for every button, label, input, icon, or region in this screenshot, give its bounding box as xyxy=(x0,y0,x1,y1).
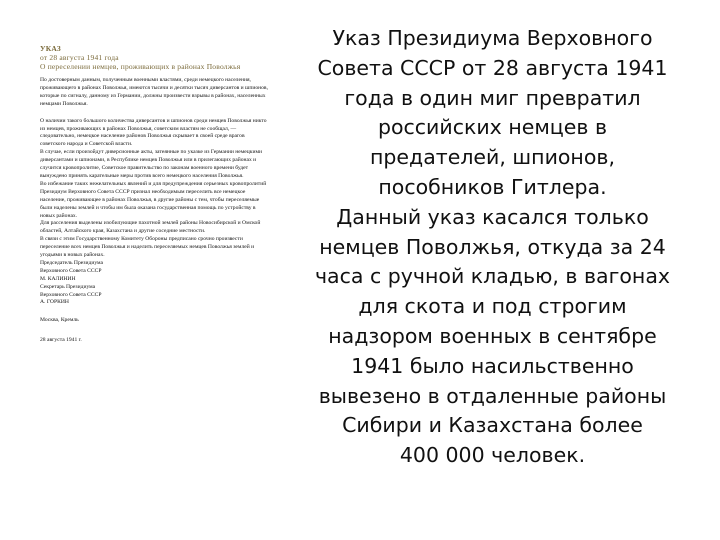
decree-paragraph: Во избежание таких нежелательных явлений и для предупреждения серьезных кровопролитий Президиум Верховного Совета СССР признал необходимым переселить все немецкое население, проживающее в районах Поволжья, в другие районы с тем, чтобы переселяемые были наделены землей и чтобы им была оказана государственная помощь по устройству в новых районах. xyxy=(40,180,267,219)
decree-title: УКАЗ xyxy=(40,44,61,53)
decree-place: Москва, Кремль xyxy=(40,317,79,324)
decree-date: 28 августа 1941 г. xyxy=(40,337,82,344)
text-line: 400 000 человек. xyxy=(399,443,586,468)
decree-paragraph: О наличии такого большого количества диверсантов и шпионов среди немцев Поволжья никто из немцев, проживающих в районах Поволжья, советским властям не сообщал, — следовательно, немецкое население районов Поволжья скрывает в своей среде врагов советского народа и Советской власти. xyxy=(40,117,267,148)
signature-line: Председатель Президиума xyxy=(40,259,104,266)
decree-header xyxy=(40,44,270,71)
slide-main-text xyxy=(290,24,695,471)
text-line: для скота и под строгим xyxy=(358,294,627,319)
decree-document xyxy=(40,44,270,345)
text-line: Совета СССР от 28 августа 1941 xyxy=(317,55,668,80)
signature-name: А. ГОРКИН xyxy=(40,299,69,306)
text-line: часа с ручной кладью, в вагонах xyxy=(314,264,671,289)
decree-subject: О переселении немцев, проживающих в районах Поволжья xyxy=(40,62,241,71)
decree-paragraph: По достоверным данным, полученным военными властями, среди немецкого населения, проживающего в районах Поволжья, имеются тысячи и десятки тысяч диверсантов и шпионов, которые по сигналу, данному из Германии, должны произвести взрывы в районах, населенных немцами Поволжья. xyxy=(40,77,268,107)
text-line: Данный указ касался только xyxy=(336,204,649,229)
text-line: надзором военных в сентябре xyxy=(328,323,657,348)
text-line: Сибири и Казахстана более xyxy=(342,413,643,438)
text-line: пособников Гитлера. xyxy=(378,174,607,199)
decree-paragraph: В случае, если произойдут диверсионные акты, затеянные по указке из Германии немецкими диверсантами и шпионами, в Республике немцев Поволжья или в прилегающих районах и случится кровопролитие, Советское правительство по законам военного времени будет вынуждено принять карательные меры против всего немецкого населения Поволжья. xyxy=(40,149,263,179)
text-line: немцев Поволжья, откуда за 24 xyxy=(319,234,666,259)
text-line: российских немцев в xyxy=(377,115,608,140)
decree-paragraph: В связи с этим Государственному Комитету Обороны предписано срочно произвести переселение всех немцев Поволжья и наделить переселяемых немцев Поволжья землей и угодьями в новых районах. xyxy=(40,236,255,259)
decree-date-line: от 28 августа 1941 года xyxy=(40,53,119,62)
text-line: года в один миг превратил xyxy=(344,85,641,110)
signature-line: Секретарь Президиума xyxy=(40,283,96,290)
text-line: 1941 было насильственно xyxy=(351,353,634,378)
signature-line: Верховного Совета СССР xyxy=(40,291,102,298)
text-line: предателей, шпионов, xyxy=(370,145,615,170)
signature-name: М. КАЛИНИН xyxy=(40,275,76,282)
text-line: Указ Президиума Верховного xyxy=(332,26,653,50)
text-line: вывезено в отдаленные районы xyxy=(318,383,667,408)
signature-line: Верховного Совета СССР xyxy=(40,267,102,274)
decree-paragraph: Для расселения выделены изобилующие пахотной землей районы Новосибирской и Омской областей, Алтайского края, Казахстана и другие соседние местности. xyxy=(40,220,261,235)
